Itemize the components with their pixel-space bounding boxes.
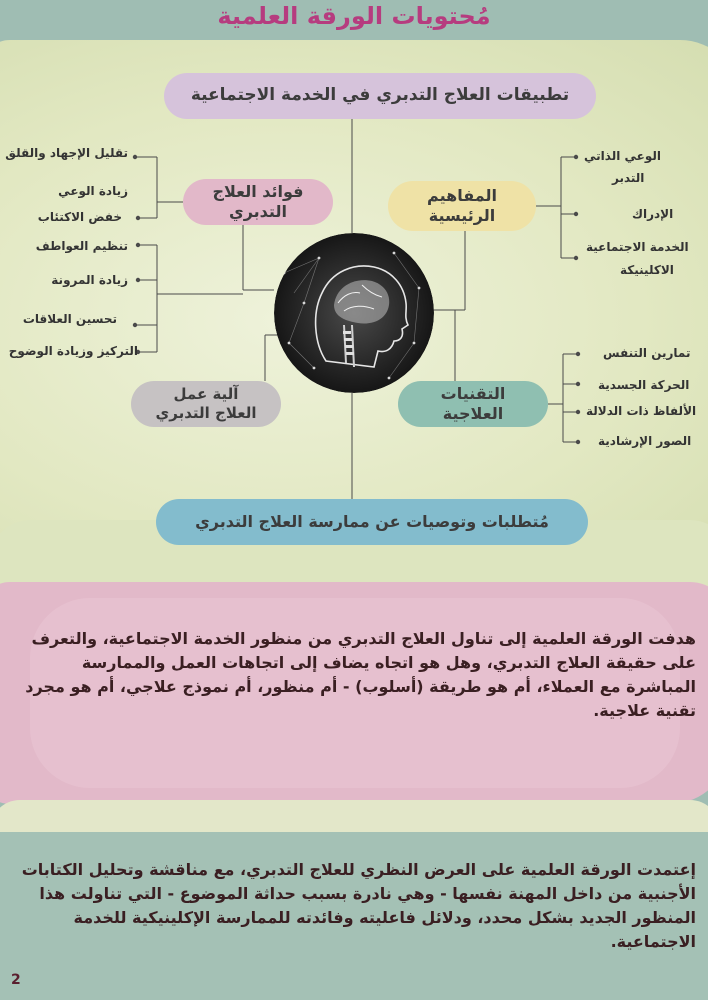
- benefit-item: خفض الاكتئاب: [37, 210, 122, 224]
- concept-item: الخدمة الاجتماعية: [586, 240, 689, 254]
- objective-paragraph: هدفت الورقة العلمية إلى تناول العلاج التدبري من منظور الخدمة الاجتماعية، والتعرف على حقيقة العلاج التدبري، وهل هو اتجاه يضاف إلى اتجاهات العمل والممارسة المباشرة مع العملاء، أم هو طريقة (أسلوب) - أم منظور، أم نموذج علاجي، أم هو مجرد تقنية علاجية.: [25, 629, 696, 720]
- technique-item: تمارين التنفس: [603, 346, 691, 360]
- concept-item: الإدراك: [632, 207, 674, 221]
- technique-item: الحركة الجسدية: [598, 378, 690, 392]
- concept-item: الاكلينيكة: [620, 263, 674, 277]
- box-requirements: [156, 499, 588, 545]
- methodology-paragraph: إعتمدت الورقة العلمية على العرض النظري للعلاج التدبري، مع مناقشة وتحليل الكتابات الأجنبية من داخل المهنة نفسها - وهي نادرة بسبب حداثة الموضوع - التي تناولت هذا المنظور الجديد بشكل محدد، ودلائل فاعليته وفائدته للممارسة الإكلينيكية للخدمة الاجتماعية.: [21, 860, 696, 951]
- benefits-label-line2: التدبري: [229, 202, 287, 221]
- benefit-item: تقليل الإجهاد والقلق: [5, 146, 128, 160]
- key-concepts-label-line1: المفاهيم: [427, 186, 497, 205]
- concept-item: الوعي الذاتي: [584, 149, 661, 163]
- brain-head-icon: [274, 233, 434, 393]
- box-applications-label: تطبيقات العلاج التدبري في الخدمة الاجتماعية: [190, 85, 570, 106]
- box-requirements-label: مُتطلبات وتوصيات عن ممارسة العلاج التدبري: [195, 512, 549, 531]
- box-benefits: [183, 179, 333, 225]
- concept-item: التدبر: [612, 171, 645, 185]
- techniques-label-line2: العلاجية: [442, 404, 504, 423]
- box-mechanism: [131, 381, 281, 427]
- box-applications: [164, 73, 596, 119]
- benefit-item: تنظيم العواطف: [35, 239, 128, 253]
- benefits-label-line1: فوائد العلاج: [212, 182, 304, 201]
- page-title: مُحتويات الورقة العلمية: [217, 2, 491, 30]
- box-key-concepts: [388, 181, 536, 231]
- benefit-item: تحسين العلاقات: [22, 312, 117, 326]
- technique-item: الألفاظ ذات الدلالة: [586, 404, 697, 418]
- mechanism-label-line2: العلاج التدبري: [155, 404, 257, 422]
- techniques-label-line1: التقنيات: [440, 384, 506, 403]
- key-concepts-label-line2: الرئيسية: [428, 206, 496, 225]
- mechanism-label-line1: آلية عمل: [173, 385, 239, 404]
- benefit-item: التركيز وزيادة الوضوح: [8, 344, 138, 358]
- box-techniques: [398, 381, 548, 427]
- page-number: 2: [11, 972, 21, 988]
- benefit-item: زيادة الوعي: [58, 184, 128, 198]
- technique-item: الصور الإرشادية: [598, 434, 692, 448]
- benefit-item: زيادة المرونة: [51, 273, 128, 287]
